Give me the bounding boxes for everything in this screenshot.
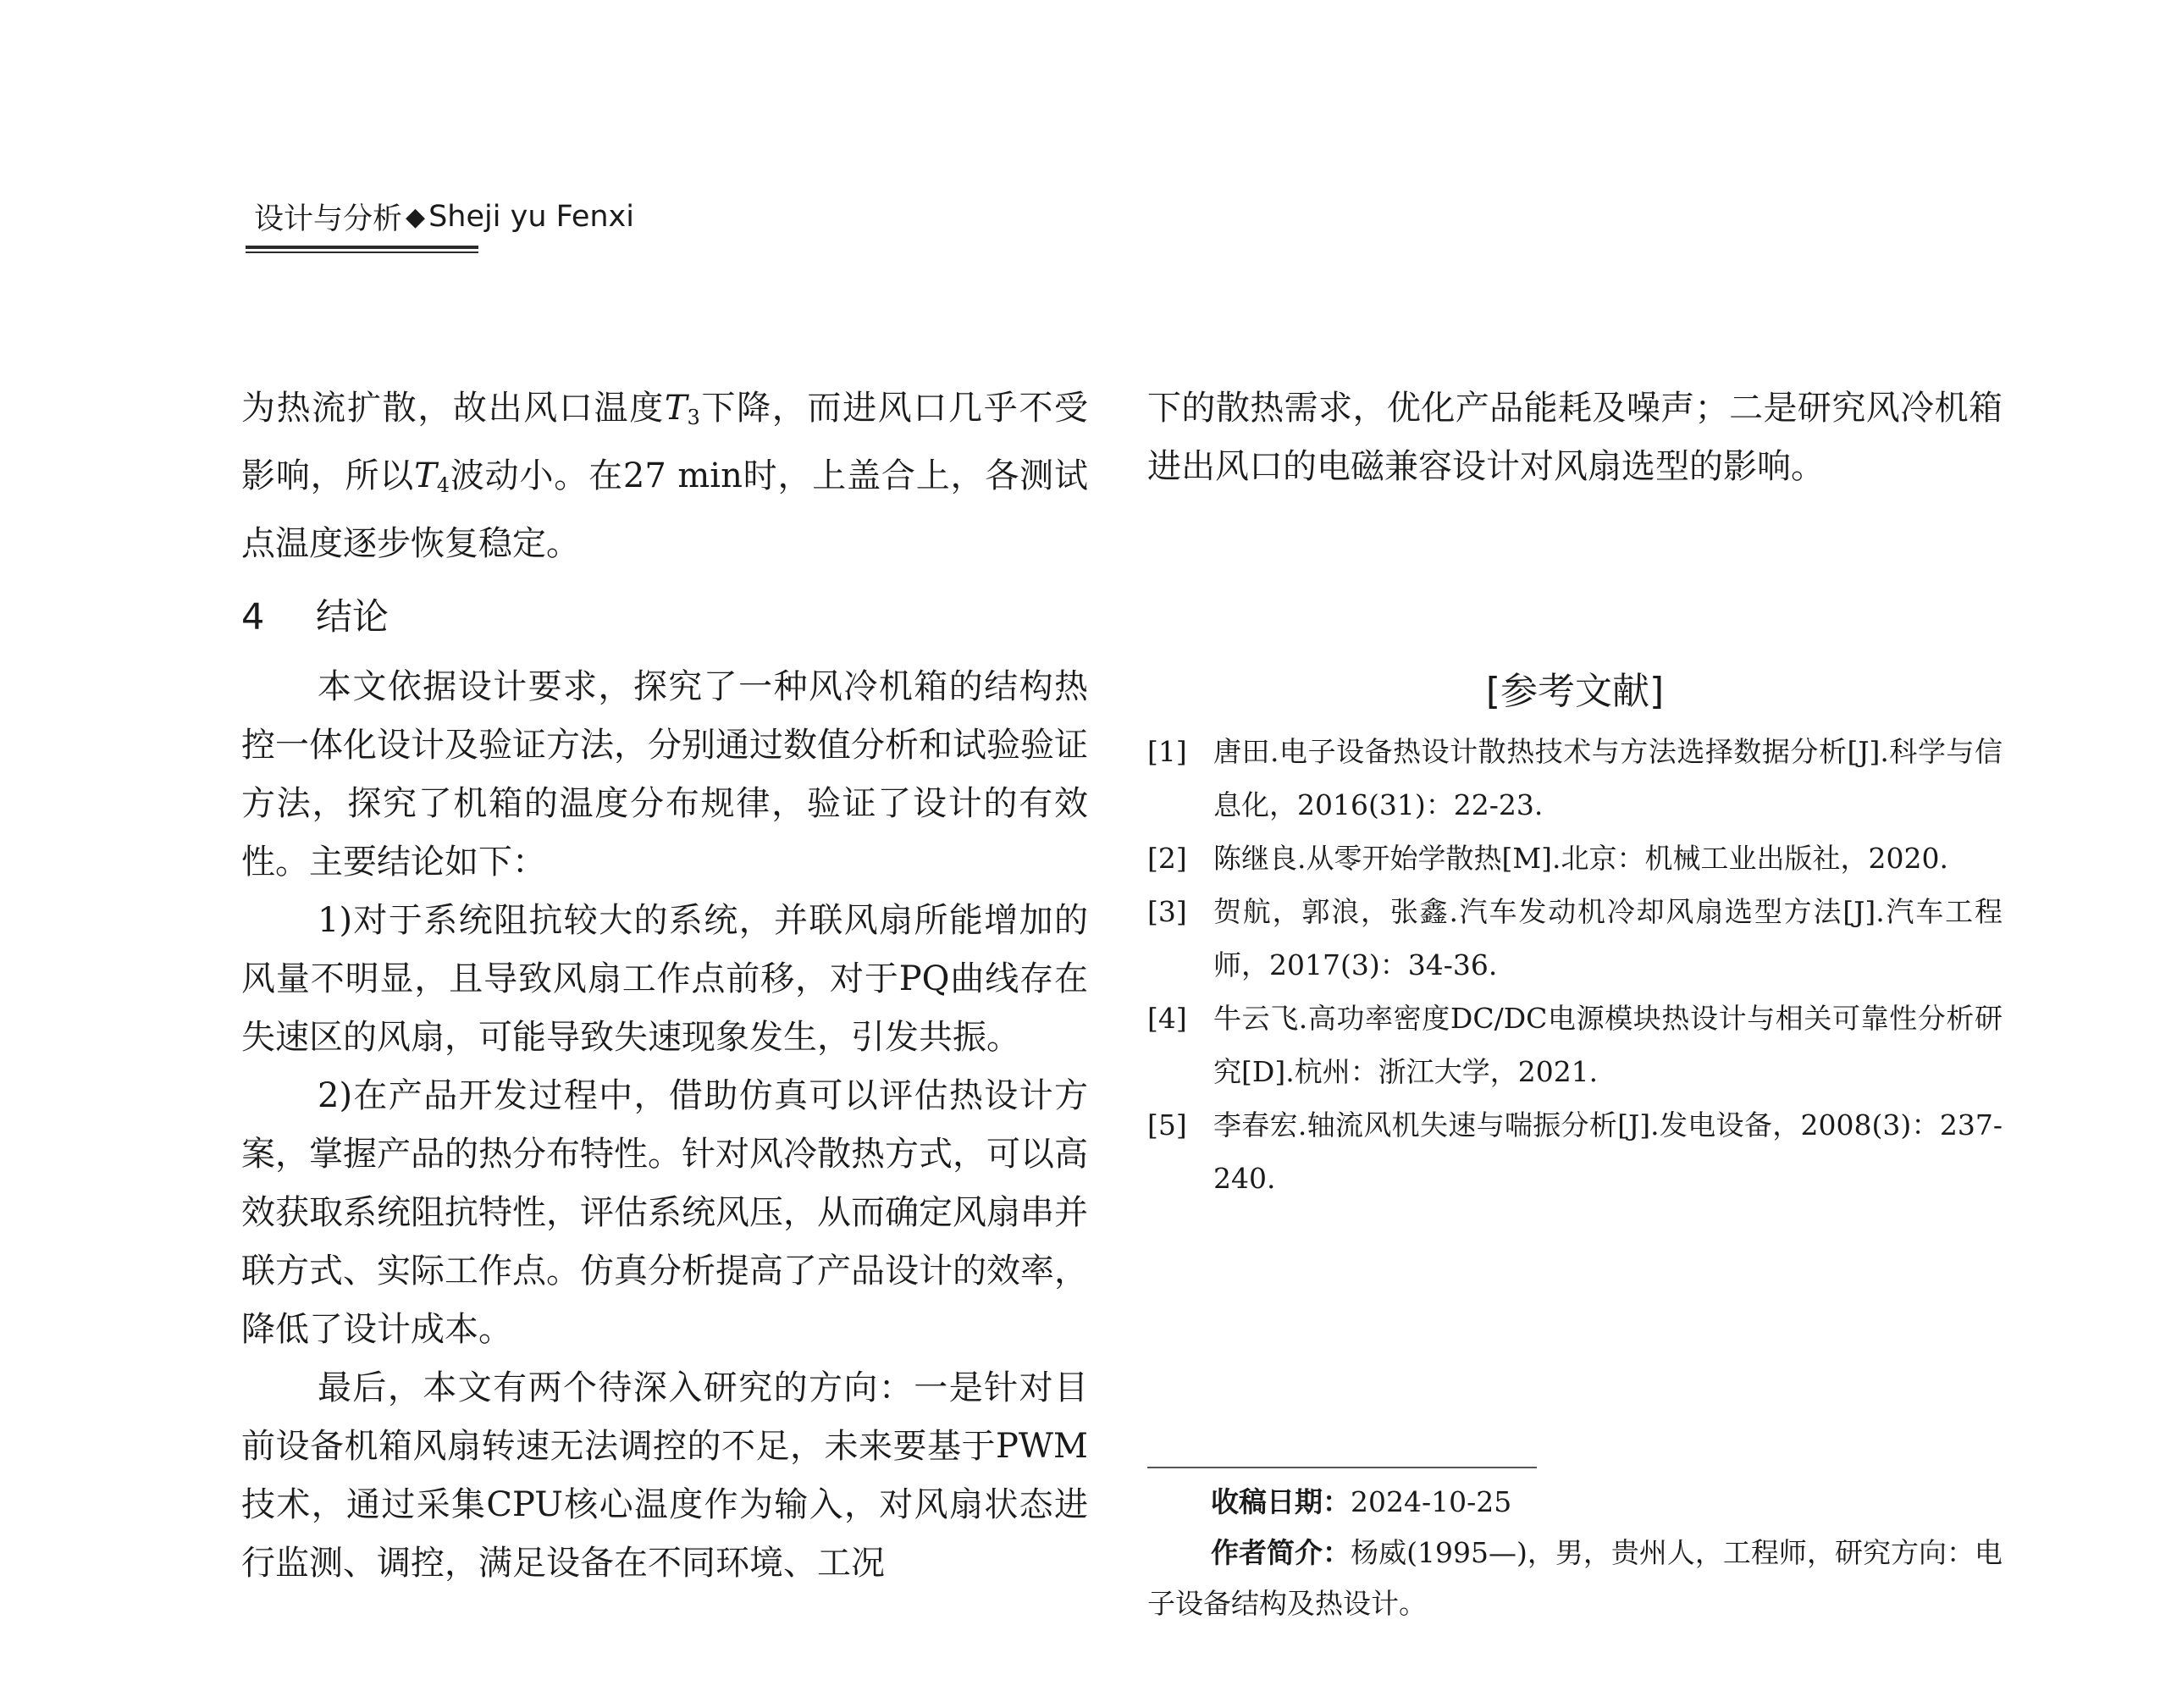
- reference-text: 贺航，郭浪，张鑫.汽车发动机冷却风扇选型方法[J].汽车工程师，2017(3)：34-36.: [1213, 895, 2003, 981]
- reference-item: [1147, 992, 2003, 1098]
- author-bio: [1147, 1528, 2003, 1629]
- paragraph-conclusion-intro: 本文依据设计要求，探究了一种风冷机箱的结构热控一体化设计及验证方法，分别通过数值分析和试验验证方法，探究了机箱的温度分布规律，验证了设计的有效性。主要结论如下：: [241, 667, 1088, 882]
- reference-text: 陈继良.从零开始学散热[M].北京：机械工业出版社，2020.: [1213, 842, 1948, 875]
- section-number: 4: [241, 596, 265, 638]
- received-date: [1147, 1477, 2003, 1528]
- left-column: [241, 379, 1088, 1593]
- reference-number: [1]: [1147, 735, 1187, 768]
- header-section-cn: 设计与分析: [254, 202, 403, 236]
- paragraph-conclusion-2: 2)在产品开发过程中，借助仿真可以评估热设计方案，掌握产品的热分布特性。针对风冷散热方式，可以高效获取系统阻抗特性，评估系统风压，从而确定风扇串并联方式、实际工作点。仿真分析提高了产品设计的效率，降低了设计成本。: [241, 1076, 1088, 1349]
- text-run: 波动小。在27 min时，上盖合上，各测试点温度逐步恢复稳定。: [241, 456, 1088, 563]
- symbol-t4: [414, 456, 450, 495]
- received-value: 2024-10-25: [1351, 1485, 1512, 1518]
- header-rule: [246, 246, 478, 249]
- reference-text: 牛云飞.高功率密度DC/DC电源模块热设计与相关可靠性分析研究[D].杭州：浙江大学，2021.: [1213, 1002, 2003, 1088]
- symbol-t3: [665, 389, 700, 428]
- paragraph-future-work: 最后，本文有两个待深入研究的方向：一是针对目前设备机箱风扇转速无法调控的不足，未来要基于PWM技术，通过采集CPU核心温度作为输入，对风扇状态进行监测、调控，满足设备在不同环境、工况: [241, 1368, 1088, 1583]
- reference-text: 李春宏.轴流风机失速与喘振分析[J].发电设备，2008(3)：237-240.: [1213, 1108, 2003, 1195]
- references-title: [参考文献]: [1485, 670, 1665, 713]
- symbol-subscript: 4: [436, 473, 450, 497]
- reference-item: [1147, 832, 2003, 885]
- author-value: 杨威(1995—)，男，贵州人，工程师，研究方向：电子设备结构及热设计。: [1147, 1536, 2003, 1620]
- symbol-letter: T: [414, 456, 437, 495]
- header-rule-thin: [246, 252, 478, 253]
- running-header: [246, 193, 634, 253]
- reference-item: [1147, 1098, 2003, 1205]
- paragraph-conclusion-1: 1)对于系统阻抗较大的系统，并联风扇所能增加的风量不明显，且导致风扇工作点前移，对于PQ曲线存在失速区的风扇，可能导致失速现象发生，引发共振。: [241, 901, 1088, 1057]
- reference-number: [3]: [1147, 895, 1187, 928]
- footnote-rule: [1147, 1467, 1537, 1468]
- header-section-en: Sheji yu Fenxi: [428, 200, 634, 234]
- author-label: 作者简介：: [1211, 1536, 1351, 1569]
- reference-number: [5]: [1147, 1108, 1187, 1141]
- section-title: 结论: [316, 596, 389, 638]
- reference-number: [4]: [1147, 1002, 1187, 1035]
- reference-text: 唐田.电子设备热设计散热技术与方法选择数据分析[J].科学与信息化，2016(31)：22-23.: [1213, 735, 2003, 821]
- paragraph-continued: [241, 379, 1088, 573]
- received-label: 收稿日期：: [1211, 1485, 1351, 1518]
- right-column: [1147, 379, 2003, 1205]
- reference-item: [1147, 725, 2003, 832]
- section-heading: [241, 592, 1088, 643]
- paragraph-future-work-cont: 下的散热需求，优化产品能耗及噪声；二是研究风冷机箱进出风口的电磁兼容设计对风扇选型的影响。: [1147, 389, 2003, 486]
- diamond-icon: ◆: [406, 202, 426, 232]
- reference-number: [2]: [1147, 842, 1187, 875]
- text-run: 下降，而进风口几乎不受影响，所以: [241, 389, 1089, 495]
- reference-item: [1147, 885, 2003, 992]
- text-run: 为热流扩散，故出风口温度: [241, 389, 665, 428]
- symbol-letter: T: [664, 389, 688, 428]
- footnote: [1147, 1467, 2003, 1629]
- symbol-subscript: 3: [687, 406, 700, 429]
